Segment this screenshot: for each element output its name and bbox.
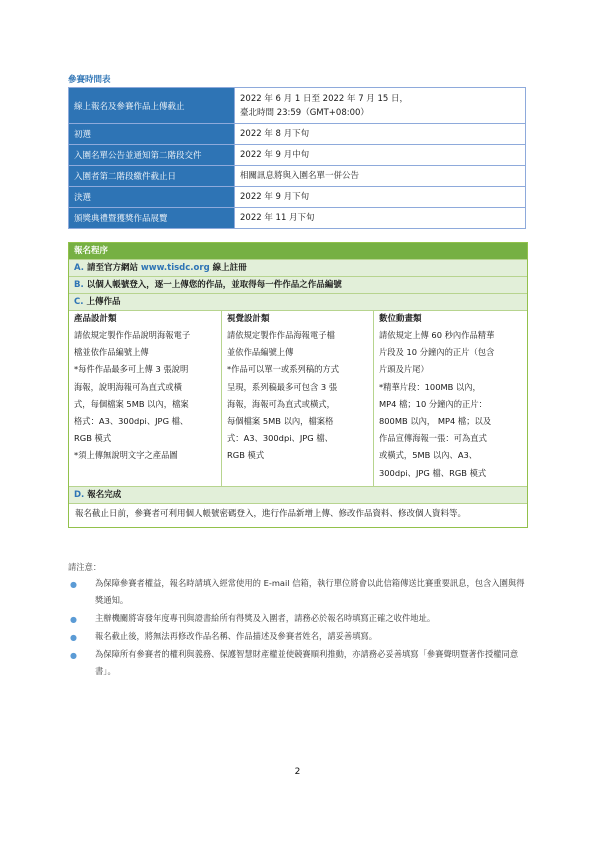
category-title: 視覺設計類	[227, 314, 270, 324]
schedule-row	[69, 124, 526, 145]
note-text: 主辦機關將寄發年度專刊與證書給所有得獎及入圍者，請務必於報名時填寫正確之收件地址。	[95, 613, 436, 623]
schedule-title: 參賽時間表	[68, 75, 111, 85]
notes-list	[68, 575, 530, 681]
step-letter: D.	[74, 489, 85, 500]
note-text: 為保障所有參賽者的權利與義務、保護智慧財產權並使競賽順利推動，亦請務必妥善填寫「參賽聲明暨著作授權同意書」。	[95, 649, 519, 676]
schedule-value: 相關訊息將與入圍名單一併公告	[235, 166, 526, 187]
bullet-icon: ●	[70, 633, 77, 642]
category-title: 數位動畫類	[379, 314, 422, 324]
note-item	[68, 628, 530, 645]
category-body: 請依規定製作作品海報電子檔 並依作品編號上傳 *作品可以單一或系列稿的方式 呈現，系列稿最多可包含 3 張 海報，海報可為直式或橫式， 每個檔案 5MB 以內，檔案格 式：A3、300dpi、JPG 檔、 RGB 模式	[227, 330, 340, 461]
step-a-post: 線上註冊	[209, 263, 247, 273]
bullet-icon: ●	[70, 615, 77, 624]
step-d-text: 報名完成	[87, 489, 122, 500]
step-letter: B.	[74, 280, 84, 290]
note-text: 報名截止後，將無法再修改作品名稱、作品描述及參賽者姓名，請妥善填寫。	[95, 631, 378, 641]
schedule-row	[69, 187, 526, 208]
note-text: 為保障參賽者權益，報名時請填入經常使用的 E-mail 信箱，執行單位將會以此信箱傳送比賽重要訊息，包含入圍與得獎通知。	[95, 578, 525, 605]
note-item	[68, 646, 530, 680]
bullet-icon: ●	[70, 580, 77, 589]
category-title: 產品設計類	[74, 314, 117, 324]
schedule-value	[235, 88, 526, 124]
schedule-label: 初選	[69, 124, 235, 145]
step-a	[69, 259, 527, 276]
category-product-design	[69, 311, 221, 486]
schedule-label: 頒獎典禮暨獲獎作品展覽	[69, 208, 235, 229]
step-d-body: 報名截止日前，參賽者可利用個人帳號密碼登入，進行作品新增上傳、修改作品資料、修改個人資料等。	[69, 503, 527, 527]
note-item	[68, 575, 530, 609]
schedule-row	[69, 208, 526, 229]
schedule-label: 入圍者第二階段繳件截止日	[69, 166, 235, 187]
schedule-value: 2022 年 9 月下旬	[235, 187, 526, 208]
step-d	[69, 486, 527, 503]
schedule-table	[68, 87, 526, 229]
page-number: 2	[294, 767, 301, 777]
schedule-value: 2022 年 9 月中旬	[235, 145, 526, 166]
bullet-icon: ●	[70, 651, 77, 660]
notes-title: 請注意：	[68, 562, 102, 572]
schedule-value: 2022 年 8 月下旬	[235, 124, 526, 145]
category-body: 請依規定上傳 60 秒內作品精華 片段及 10 分鐘內的正片（包含 片頭及片尾） *精華片段：100MB 以內， MP4 檔；10 分鐘內的正片： 800MB 以內， MP4 檔；以及 作品宣傳海報一張：可為直式 或橫式，5MB 以內、A3、 300dpi、JPG 檔、RGB 模式	[379, 330, 495, 478]
category-digital-animation	[373, 311, 525, 486]
step-b-text: 以個人帳號登入，逐一上傳您的作品，並取得每一件作品之作品編號	[86, 280, 342, 290]
schedule-value-line: 臺北時間 23:59（GMT+08:00）	[240, 107, 369, 118]
schedule-row	[69, 88, 526, 124]
schedule-label: 決選	[69, 187, 235, 208]
registration-header: 報名程序	[69, 243, 527, 259]
upload-categories	[69, 310, 527, 486]
category-visual-design	[221, 311, 373, 486]
note-item	[68, 610, 530, 627]
category-body: 請依規定製作作品說明海報電子 檔並依作品編號上傳 *每件作品最多可上傳 3 張說明 海報，說明海報可為直式或橫 式，每個檔案 5MB 以內，檔案 格式：A3、300dpi、JPG 檔、 RGB 模式 *須上傳無說明文字之產品圖	[74, 330, 191, 461]
schedule-value: 2022 年 11 月下旬	[235, 208, 526, 229]
schedule-row	[69, 166, 526, 187]
schedule-value-line: 2022 年 6 月 1 日至 2022 年 7 月 15 日，	[240, 93, 409, 104]
step-b	[69, 276, 527, 293]
step-c-text: 上傳作品	[86, 297, 121, 307]
schedule-label: 入圍名單公告並通知第二階段交件	[69, 145, 235, 166]
website-link[interactable]: www.tisdc.org	[140, 263, 210, 273]
schedule-row	[69, 145, 526, 166]
schedule-label: 線上報名及參賽作品上傳截止	[69, 88, 235, 124]
step-a-pre: 請至官方網站	[86, 263, 141, 273]
step-letter: C.	[74, 297, 84, 307]
step-c	[69, 293, 527, 310]
registration-box	[68, 242, 528, 528]
step-letter: A.	[74, 263, 84, 273]
